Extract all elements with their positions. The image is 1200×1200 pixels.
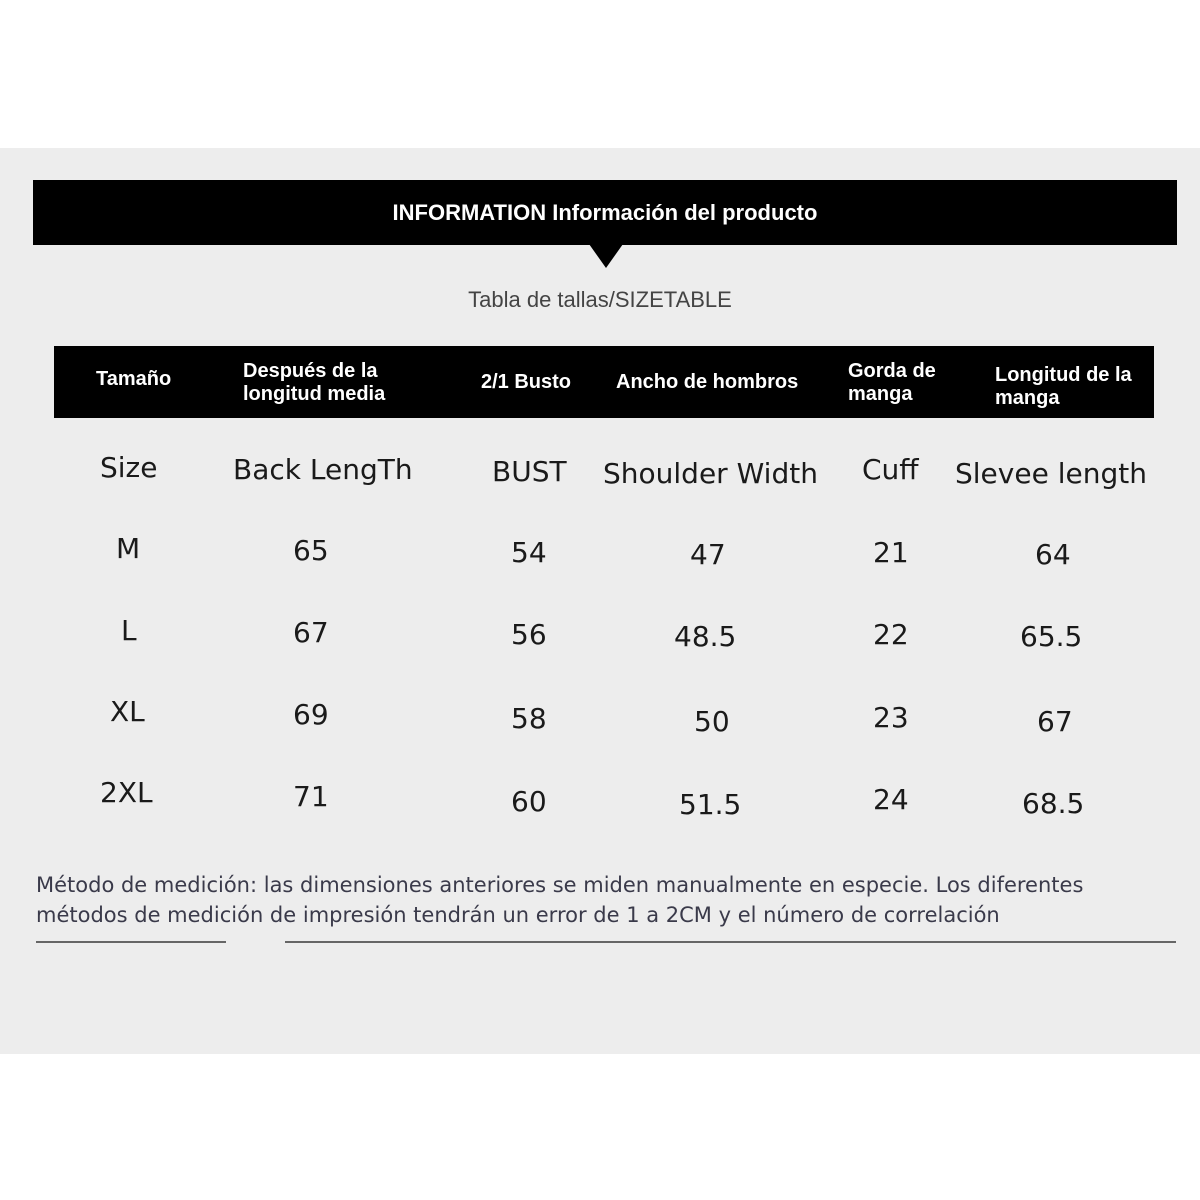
header-size-en: Size [100, 451, 158, 484]
size-table-subtitle: Tabla de tallas/SIZETABLE [468, 287, 732, 312]
table-cell: 50 [694, 705, 730, 738]
table-cell: 48.5 [674, 620, 737, 653]
table-cell: 60 [511, 785, 547, 818]
header-cuff-es: Gorda de manga [848, 360, 936, 405]
header-shoulder-en: Shoulder Width [603, 457, 818, 490]
header-sleeve-en: Slevee length [955, 457, 1147, 490]
table-cell: 23 [873, 701, 909, 734]
header-cuff-en: Cuff [862, 453, 919, 486]
banner-title: INFORMATION Información del producto [392, 199, 818, 225]
table-cell: M [116, 532, 141, 565]
table-cell: L [121, 614, 137, 647]
table-cell: 56 [511, 618, 547, 651]
table-cell: 24 [873, 783, 909, 816]
table-cell: 65.5 [1020, 620, 1083, 653]
header-sleeve-es: Longitud de la manga [995, 364, 1132, 409]
measurement-note-line2: métodos de medición de impresión tendrán un error de 1 a 2CM y el número de correlación [36, 903, 1000, 927]
measurement-note-line1: Método de medición: las dimensiones anteriores se miden manualmente en especie. Los diferentes [36, 873, 1084, 897]
measurement-note [36, 870, 1196, 930]
table-cell: XL [110, 695, 145, 728]
table-cell: 68.5 [1022, 787, 1085, 820]
table-header-bar [54, 346, 1154, 418]
table-cell: 64 [1035, 538, 1071, 571]
table-cell: 47 [690, 538, 726, 571]
table-cell: 67 [293, 616, 329, 649]
header-size-es: Tamaño [96, 368, 172, 390]
table-cell: 22 [873, 618, 909, 651]
header-back-length-es: Después de la longitud media [243, 360, 386, 405]
table-cell: 54 [511, 536, 547, 569]
divider-short [36, 941, 226, 943]
table-cell: 2XL [100, 776, 153, 809]
table-cell: 21 [873, 536, 909, 569]
table-cell: 69 [293, 698, 329, 731]
header-shoulder-es: Ancho de hombros [616, 371, 799, 393]
table-cell: 67 [1037, 705, 1073, 738]
banner-notch [589, 244, 623, 268]
header-back-length-en: Back LengTh [233, 453, 413, 486]
table-cell: 65 [293, 534, 329, 567]
header-bust-es: 2/1 Busto [481, 371, 572, 393]
header-bust-en: BUST [492, 455, 567, 488]
table-cell: 58 [511, 702, 547, 735]
info-banner [33, 180, 1177, 245]
table-cell: 71 [293, 780, 329, 813]
table-cell: 51.5 [679, 788, 742, 821]
divider-long [285, 941, 1176, 943]
